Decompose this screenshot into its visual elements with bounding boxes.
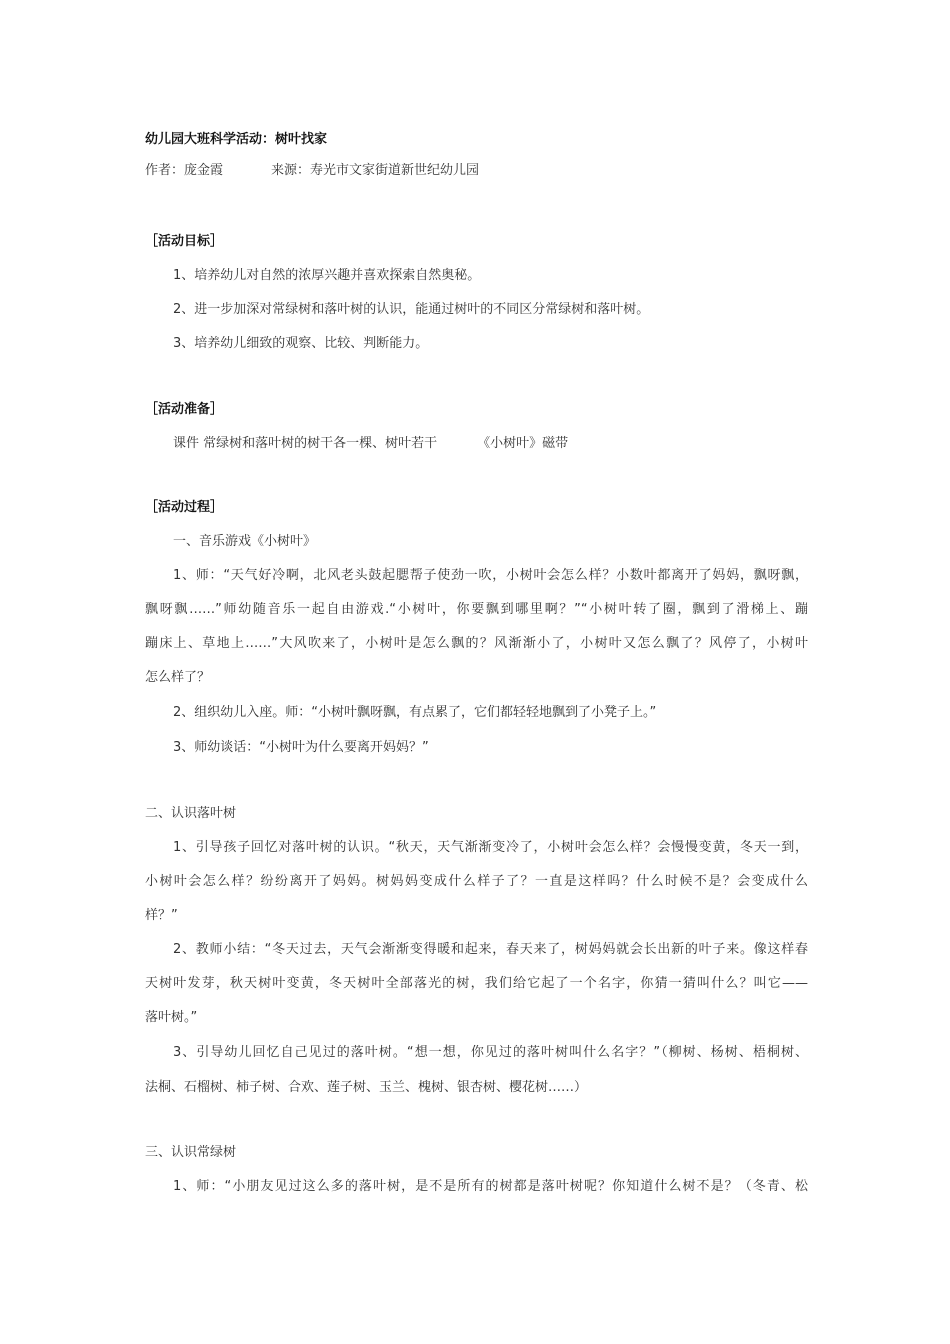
prep-materials: 课件 常绿树和落叶树的树干各一棵、树叶若干	[173, 436, 438, 451]
part1-p2: 2、组织幼儿入座。师：“小树叶飘呀飘，有点累了，它们都轻轻地飘到了小凳子上。”	[173, 705, 657, 720]
part1-title: 一、音乐游戏《小树叶》	[173, 534, 317, 549]
part2-p2-line3: 落叶树。”	[145, 1010, 198, 1025]
goals-heading: ［活动目标］	[145, 234, 224, 249]
goal-item-1: 1、培养幼儿对自然的浓厚兴趣并喜欢探索自然奥秘。	[173, 268, 481, 283]
part2-p1-line2: 小树叶会怎么样？纷纷离开了妈妈。树妈妈变成什么样子了？一直是这样吗？什么时候不是？会变成什么	[145, 874, 808, 888]
part1-p1-line3: 蹦床上、草地上……”大风吹来了，小树叶是怎么飘的？风渐渐小了，小树叶又怎么飘了？风停了，小树叶	[145, 636, 808, 650]
part2-p2-line2: 天树叶发芽，秋天树叶变黄，冬天树叶全部落光的树，我们给它起了一个名字，你猜一猜叫什么？叫它——	[145, 976, 808, 990]
prep-text	[173, 432, 568, 451]
part2-title: 二、认识落叶树	[145, 806, 237, 821]
part3-p1-line1: 1、师：“小朋友见过这么多的落叶树，是不是所有的树都是落叶树呢？你知道什么树不是？（冬青、松	[173, 1179, 808, 1193]
part2-p3-line1: 3、引导幼儿回忆自己见过的落叶树。“想一想，你见过的落叶树叫什么名字？”（柳树、杨树、梧桐树、	[173, 1045, 808, 1059]
goal-item-3: 3、培养幼儿细致的观察、比较、判断能力。	[173, 336, 429, 351]
part3-title: 三、认识常绿树	[145, 1145, 237, 1160]
part2-p3-line2: 法桐、石榴树、柿子树、合欢、莲子树、玉兰、槐树、银杏树、樱花树……）	[145, 1080, 588, 1095]
part1-p1-line4: 怎么样了？	[145, 670, 211, 685]
part1-p3: 3、师幼谈话：“小树叶为什么要离开妈妈？”	[173, 740, 429, 755]
document-title: 幼儿园大班科学活动：树叶找家	[145, 132, 328, 147]
part2-p1-line1: 1、引导孩子回忆对落叶树的认识。“秋天，天气渐渐变冷了，小树叶会怎么样？会慢慢变黄，冬天一到，	[173, 840, 808, 854]
byline	[145, 159, 479, 178]
part1-p1-line1: 1、师：“天气好冷啊，北风老头鼓起腮帮子使劲一吹，小树叶会怎么样？小数叶都离开了妈妈，飘呀飘，	[173, 568, 808, 582]
goal-item-2: 2、进一步加深对常绿树和落叶树的认识，能通过树叶的不同区分常绿树和落叶树。	[173, 302, 650, 317]
part1-p1-line2: 飘呀飘……”师幼随音乐一起自由游戏.“小树叶，你要飘到哪里啊？”“小树叶转了圈，飘到了滑梯上、蹦	[145, 602, 808, 616]
process-heading: ［活动过程］	[145, 500, 224, 515]
prep-tape: 《小树叶》磁带	[477, 436, 569, 451]
author-text: 作者：庞金霞	[145, 163, 224, 178]
part2-p1-line3: 样？”	[145, 908, 178, 923]
source-text: 来源：寿光市文家街道新世纪幼儿园	[271, 163, 480, 178]
part2-p2-line1: 2、教师小结：“冬天过去，天气会渐渐变得暖和起来，春天来了，树妈妈就会长出新的叶子来。像这样春	[173, 942, 808, 956]
prep-heading: ［活动准备］	[145, 402, 224, 417]
